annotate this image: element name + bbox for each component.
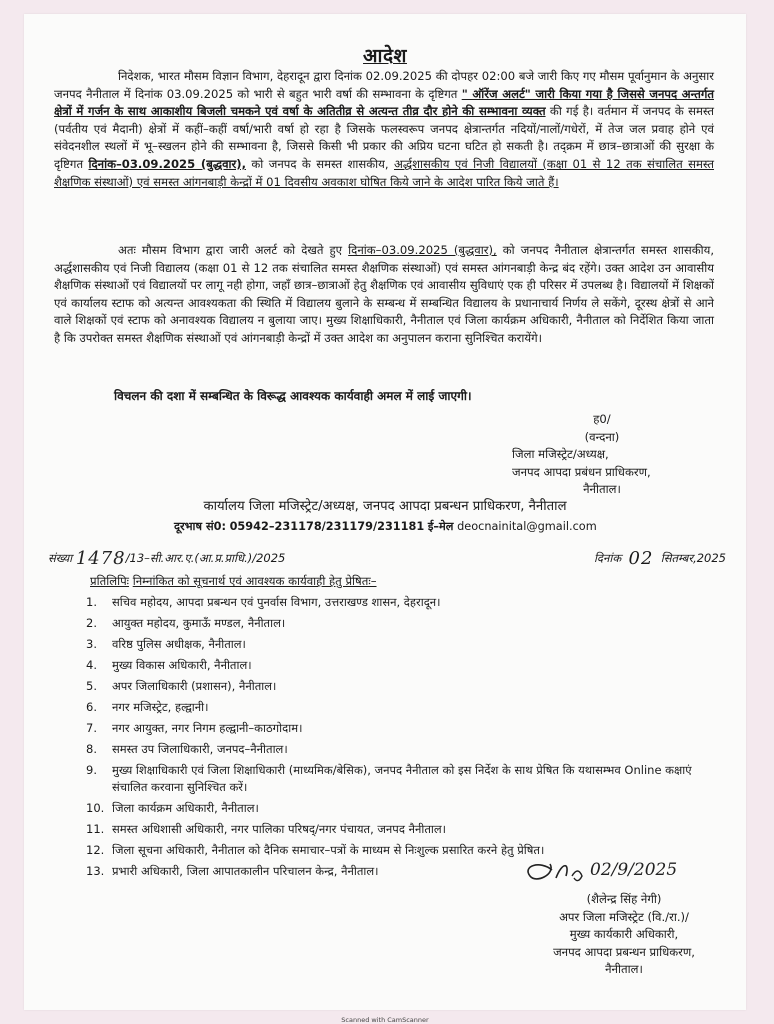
holiday-order-text: अर्द्धशासकीय एवं निजी विद्यालयों (कक्षा 01 से 12 तक संचालित समस्त शैक्षणिक संस्थाओं) एवं समस्त आंगनबाड़ी केन्द्रों में 01 दिवसीय अवकाश घोषित किये जाने के आदेश पारित किये जाते हैं। [54,156,715,189]
email-address: deocnainital@gmail.com [457,520,597,533]
list-item-number: 10. [86,801,105,815]
list-item-number: 12. [86,843,105,857]
list-item [86,678,706,695]
list-item-number: 7. [86,721,97,735]
ref-label: संख्या [48,551,73,565]
document-page [24,14,746,1024]
scanner-watermark: Scanned with CamScanner [341,1016,429,1024]
list-item-number: 2. [86,616,97,630]
list-item-number: 5. [86,679,97,693]
warning-line: विचलन की दशा में सम्बन्धित के विरूद्ध आवश्यक कार्यवाही अमल में लाई जाएगी। [114,389,472,403]
list-item [86,800,706,817]
signature-block-adm [509,891,739,979]
list-item [86,699,706,716]
list-item-text: मुख्य विकास अधिकारी, नैनीताल। [112,658,252,672]
list-item-number: 11. [86,822,105,836]
list-item-text: समस्त उप जिलाधिकारी, जनपद–नैनीताल। [112,742,288,756]
handwritten-date: 02/9/2025 [590,860,678,880]
list-item-number: 4. [86,658,97,672]
contact-line [174,519,597,534]
list-item-text: जिला कार्यक्रम अधिकारी, नैनीताल। [112,801,259,815]
list-item [86,615,706,632]
list-item-number: 8. [86,742,97,756]
list-item [86,741,706,758]
list-item [86,762,706,796]
date-day-handwritten: 02 [628,548,654,569]
signatory-place: नैनीताल। [583,482,621,496]
list-item-number: 1. [86,595,97,609]
signature-block-dm [512,411,732,499]
para2-text-c: को जनपद नैनीताल क्षेत्रान्तर्गत समस्त शासकीय, अर्द्धशासकीय एवं निजी विद्यालय (कक्षा 01 से 12 तक संचालित समस्त शैक्षणिक संस्थाओं) एवं समस्त आंगनबाड़ी केन्द्र बंद रहेंगे। उक्त आदेश उन आवासीय शैक्षणिक संस्थाओं एवं विद्यालयों पर लागू नही होगा, जहाँ छात्र–छात्राओं हेतु शैक्षणिक एवं आवासीय सुविधाएं एक ही परिसर में उपलब्ध है। विद्यालयों में शिक्षकों एवं कार्यालय स्टाफ को अत्यन्त आवश्यकता की स्थिति में विद्यालय बुलाने के सम्बन्ध में सम्बन्धित विद्यालय के प्रधानाचार्य निर्णय ले सकेंगे, दूरस्थ क्षेत्रों से आने वाले शिक्षकों एवं स्टाफ को अनावश्यक विद्यालय न बुलाया जाए। मुख्य शिक्षाधिकारी, नैनीताल एवं जिला कार्यक्रम अधिकारी, नैनीताल को निर्देशित किया जाता है कि उपरोक्त समस्त शैक्षणिक संस्थाओं एवं आंगनबाड़ी केन्द्रों में उक्त आदेश का अनुपालन कराना सुनिश्चित करायेंगे। [54,243,715,345]
signatory-name: (वन्दना) [584,429,620,444]
list-item-number: 13. [86,864,105,878]
list-item-number: 3. [86,637,97,651]
adm-title-3: जनपद आपदा प्रबन्धन प्राधिकरण, [553,944,695,959]
list-item-number: 6. [86,700,97,714]
reference-line [48,544,726,569]
office-header: कार्यालय जिला मजिस्ट्रेट/अध्यक्ष, जनपद आपदा प्रबन्धन प्राधिकरण, नैनीताल [203,499,567,514]
list-item-text: जिला सूचना अधिकारी, नैनीताल को दैनिक समाचार–पत्रों के माध्यम से निःशुल्क प्रसारित करने हेतु प्रेषित। [112,843,545,857]
phone-label: दूरभाष सं0: [174,520,226,533]
copy-to-line [90,574,710,589]
list-item [86,636,706,653]
list-item-text: नगर आयुक्त, नगर निगम हल्द्वानी–काठगोदाम। [112,721,303,735]
ref-suffix: /13–सी.आर.ए.(आ.प्र.प्राधि.)/2025 [125,551,286,565]
date-rest: सितम्बर,2025 [660,551,726,565]
date-label: दिनांक [593,551,622,565]
para1-text-a: निदेशक, भारत मौसम विज्ञान विभाग, देहरादून द्वारा दिनांक 02.09.2025 की दोपहर 02:00 बजे जारी किए गए मौसम पूर्वानुमान के अनुसार जनपद नैनीताल में दिनांक 03.09.2025 को भारी से बहुत भारी वर्षा की सम्भावना के दृष्टिगत [54,69,714,101]
adm-name: (शैलेन्द्र सिंह नेगी) [586,892,662,906]
para1-text-e: को जनपद के समस्त शासकीय, [251,156,389,171]
recipient-list [86,594,706,884]
adm-title-1: अपर जिला मजिस्ट्रेट (वि./रा.)/ [559,909,689,924]
list-item-number: 9. [86,763,97,777]
list-item [86,657,706,674]
para1-text-c: की गई है। वर्तमान में जनपद के समस्त (पर्वतीय एवं मैदानी) क्षेत्रों में कहीं–कहीं वर्षा/भारी वर्षा हो रहा है जिसके फलस्वरूप जनपद क्षेत्रान्तर्गत नदियों/नालों/गधेरों, में तेज जल प्रवाह होने एवं संवेदनशील स्थलों में भू–स्खलन होने की सम्भावना है, जिससे किसी भी प्रकार की अप्रिय घटना घटित हो सकती है। तद्क्रम में छात्र–छात्राओं की सुरक्षा के दृष्टिगत [54,104,715,171]
list-item [86,594,706,611]
signatory-title-1: जिला मजिस्ट्रेट/अध्यक्ष, [512,447,609,461]
email-label: ई–मेल [427,520,454,533]
order-paragraph-2 [54,242,714,348]
signatory-title-2: जनपद आपदा प्रबंधन प्राधिकरण, [512,464,651,479]
list-item-text: वरिष्ठ पुलिस अधीक्षक, नैनीताल। [112,637,246,651]
list-item-text: आयुक्त महोदय, कुमाऊँ मण्डल, नैनीताल। [112,616,286,630]
list-item-text: सचिव महोदय, आपदा प्रबन्धन एवं पुनर्वास विभाग, उत्तराखण्ड शासन, देहरादून। [112,595,441,609]
reference-number [48,548,285,569]
list-item [86,821,706,838]
list-item [86,720,706,737]
list-item-text: अपर जिलाधिकारी (प्रशासन), नैनीताल। [112,679,277,693]
page-title: आदेश [363,45,407,67]
list-item-text: नगर मजिस्ट्रेट, हल्द्वानी। [112,700,209,714]
copy-text: निम्नांकित को सूचनार्थ एवं आवश्यक कार्यवाही हेतु प्रेषितः– [132,574,377,588]
reference-date [594,548,726,569]
phone-numbers: 05942–231178/231179/231181 [229,520,425,533]
holiday-date: दिनांक–03.09.2025 (बुद्धवार), [88,156,246,171]
ref-handwritten-number: 1478 [75,548,126,569]
list-item-text: मुख्य शिक्षाधिकारी एवं जिला शिक्षाधिकारी (माध्यमिक/बेसिक), जनपद नैनीताल को इस निर्देश के साथ प्रेषित कि यथासम्भव Online कक्षाएं संचालित करवाना सुनिश्चित करें। [112,763,692,794]
adm-place: नैनीताल। [605,962,643,976]
list-item-text: प्रभारी अधिकारी, जिला आपातकालीन परिचालन केन्द्र, नैनीताल। [112,864,379,878]
adm-title-2: मुख्य कार्यकारी अधिकारी, [569,927,679,941]
para2-text-a: अतः मौसम विभाग द्वारा जारी अलर्ट को देखते हुए [118,243,343,257]
copy-label: प्रतिलिपिः [90,574,130,588]
list-item-text: समस्त अधिशासी अधिकारी, नगर पालिका परिषद्/नगर पंचायत, जनपद नैनीताल। [112,822,447,836]
closure-date: दिनांक–03.09.2025 (बुद्धवार), [348,243,497,257]
sd-mark: ह0/ [593,412,611,426]
orange-alert-text: " ऑरेंज अलर्ट" जारी किया गया है जिससे जनपद अन्तर्गत क्षेत्रों में गर्जन के साथ आकाशीय बिजली चमकने एवं वर्षा के अतितीव्र से अत्यन्त तीव्र दौर होने की सम्भावना व्यक्त [54,86,714,119]
order-paragraph-1 [54,68,714,191]
